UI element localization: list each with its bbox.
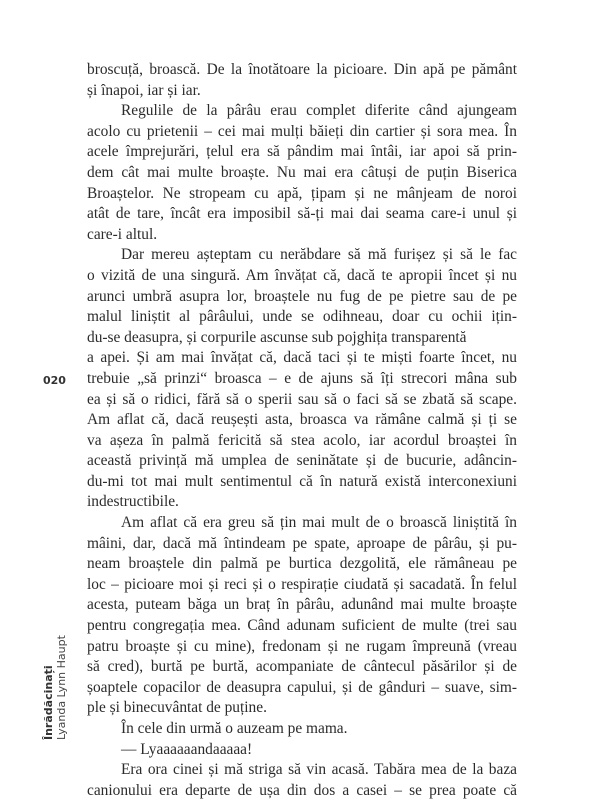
text-line: această privință mă umplea de seninătate și de bucurie, adâncin- [87,452,517,470]
text-line: dem cât mai multe broaște. Nu mai era câtuși de puțin Biserica [87,163,517,181]
text-line: trebuie „să prinzi“ broasca – e de ajuns să îți strecori mâna sub [87,369,517,387]
text-line: șoaptele copacilor de deasupra capului, și de gânduri – suave, sim- [87,678,517,696]
text-line: ple și binecuvântat de puține. [87,699,267,717]
text-line: arunci umbră asupra lor, broaștele nu fug de pe pietre sau de pe [87,287,517,305]
text-line: Am aflat că era greu să țin mai mult de o broască liniștită în [121,514,517,532]
text-line: să cred), burtă pe burtă, acompaniate de cântecul păsărilor și de [87,658,517,676]
text-line: Broaștelor. Ne stropeam cu apă, țipam și ne mânjeam de noroi [87,184,517,202]
text-line: canionului era departe de ușa din dos a casei – se prea poate că [87,781,517,799]
running-header [42,635,68,740]
text-line: acele împrejurări, țelul era să pândim mai întâi, iar apoi să prin- [87,143,517,161]
text-line: acesta, puteam băga un braț în pârâu, adunând mai multe broaște [87,596,517,614]
text-line: mâini, dar, dacă mă întindeam pe spate, aproape de pârâu, și pu- [87,534,517,552]
text-line: patru broaște și cu mine), fredonam și ne rugam împreună (vreau [87,637,517,655]
text-line: și înapoi, iar și iar. [87,81,201,99]
text-line: ea și să o ridici, fără să o sperii sau să o faci să se zbată să scape. [87,390,517,408]
text-line: — Lyaaaaaandaaaaa! [121,740,253,758]
book-title: Înrădăcinați [42,665,55,740]
text-line: indestructibile. [87,493,179,511]
text-line: Dar mereu așteptam cu nerăbdare să mă furișez și să le fac [121,246,517,264]
text-line: du-se deasupra, și corpurile ascunse sub pojghița transparentă [87,328,467,346]
book-author: Lyanda Lynn Haupt [55,635,68,740]
text-line: broscuță, broască. De la înotătoare la picioare. Din apă pe pământ [87,61,517,78]
text-line: a apei. Și am mai învățat că, dacă taci și te miști foarte încet, nu [87,349,517,367]
text-line: loc – picioare moi și reci și o respirație ciudată și sacadată. În felul [87,575,517,593]
text-line: Regulile de la pârâu erau complet diferite când ajungeam [121,102,517,120]
text-line: În cele din urmă o auzeam pe mama. [121,720,348,737]
text-line: o vizită de una singură. Am învățat că, dacă te apropii încet și nu [87,266,517,284]
text-line: acolo cu prietenii – cei mai mulți băieți din cartier și sora mea. În [87,122,517,140]
text-line: du-mi tot mai mult sentimentul că în natură există interconexiuni [87,472,517,490]
text-line: care-i altul. [87,225,158,243]
text-line: Am aflat că, dacă reușești asta, broasca va rămâne calmă și ți se [87,411,517,429]
text-line: malul liniștit al pârâului, unde se odihneau, doar cu ochii ițin- [87,308,517,326]
body-text [87,60,517,801]
text-line: pentru congregația mea. Când adunam suficient de multe (trei sau [87,617,517,635]
text-line: Era ora cinei și mă striga să vin acasă. Tabăra mea de la baza [121,761,517,779]
text-line: va așeza în palmă fericită să stea acolo, iar acordul broaștei în [87,431,517,449]
text-line: neam broaștele din palmă pe burtica dezgolită, ele rămâneau pe [87,555,517,573]
text-line: atât de tare, încât era imposibil să-ți mai dai seama care-i unul și [87,205,517,223]
page-number: 020 [43,374,66,387]
